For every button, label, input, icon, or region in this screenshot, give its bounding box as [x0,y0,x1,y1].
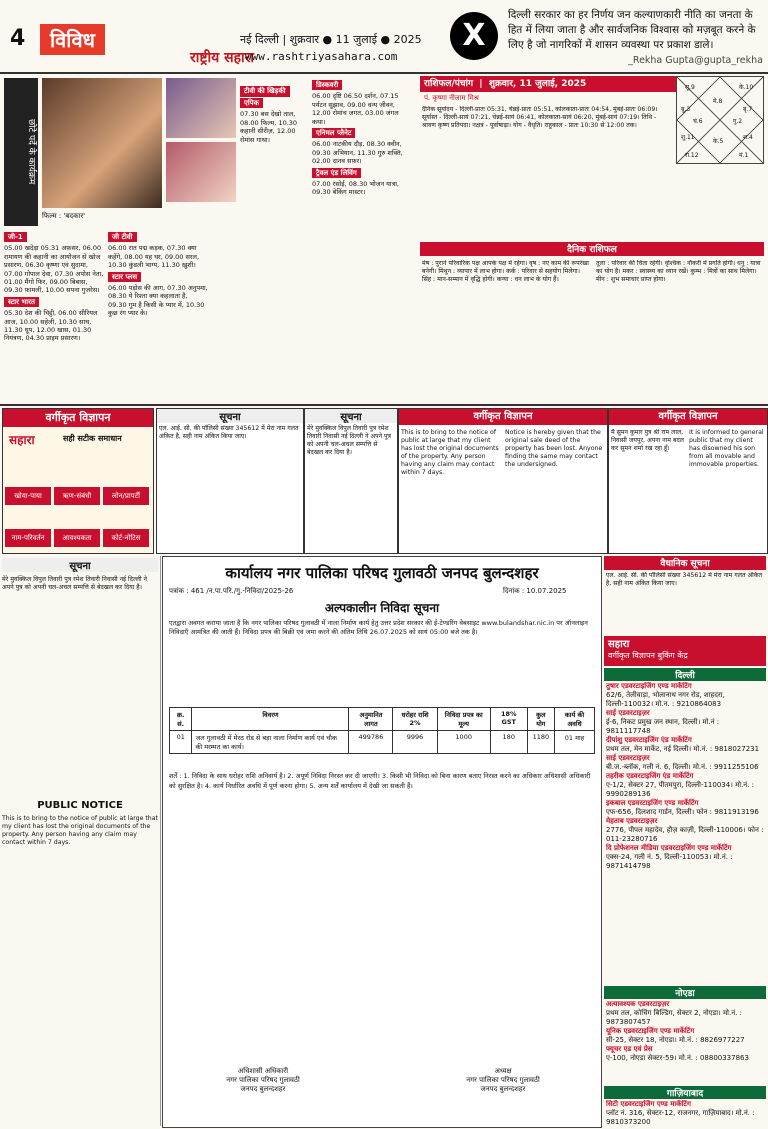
table-header: विवरण [192,708,349,731]
classified-row [0,404,768,556]
rashifal-date: शुक्रवार, 11 जुलाई, 2025 [488,79,587,89]
list-item: साई एडवरटाइज़र बी.ज.-ब्लॉक, गली नं. 6, दिल्ली। मो.नं. : 9911255106 [606,754,759,771]
channel-name: एपिक [240,98,263,108]
channel-name: जी-1 [4,232,27,242]
list-item: सिटी एडवरटाइजिंग एण्ड मार्केटिंग प्लॉट नं. 316, सेक्टर-12, राजनगर, गाज़ियाबाद। मो.नं. : 9810373200 [606,1100,755,1124]
list-item: तुषार एडवरटाइजिंग एण्ड मार्केटिंग 62/6, तेलीवाड़ा, भोलानाथ नगर रोड, शाहदरा, दिल्ली-110032। मो.न. : 9210864083 [606,682,725,708]
film-photo [42,78,162,208]
tender-office: कार्यालय नगर पालिका परिषद गुलावठी जनपद बुलन्दशहर [225,564,539,582]
notice-text: This is to bring to the notice of public at large that my client has lost the original documents of the property. Any person having any claim may contact within 7 days. [401,429,499,476]
channel-name: स्टार भारत [4,297,39,307]
kundli-cell: रा.12 [685,152,699,159]
kundli-cell: शु.11 [681,134,695,141]
tender-terms: शर्तें : 1. निविदा के साथ धरोहर राशि अनिवार्य है। 2. अपूर्ण निविदा निरस्त कर दी जाएगी। 3. किसी भी निविदा को बिना कारण बताए निरस्त करने का अधिकार अधिशासी अधिकारी को सुरक्षित है। 4. कार्य निर्धारित अवधि में पूर्ण करना होगा। 5. अन्य शर्तें कार्यालय में देखी जा सकती हैं। [169,772,591,790]
vaidhanik-text: एल. आई. सी. की पॉलिसी संख्या 345612 में मेरा नाम गलत अंकित है, सही नाम अंकित किया जाए। [606,572,763,587]
kundli-cell: सू.9 [685,84,695,91]
channel-name: डिस्कवरी [312,80,342,90]
tv-photo-2 [166,142,236,202]
channel-name: एनिमल प्लैनेट [312,128,355,138]
notice-title: सूचना [2,558,158,572]
table-cell: 1000 [437,731,490,754]
table-header-row [170,708,595,731]
kundli-cell: श.4 [743,134,753,141]
channel-schedule: 05.30 देश की चिट्ठी, 06.00 सीरियल आज, 10.00 सहेली, 10.30 साथ, 11.30 धूप, 12.00 खास, 01.30 नियंत्रण, 04.30 प्राइम प्रसारण। [4,309,98,343]
list-item: फ्यूचर एड एवं प्रेस ए-100, नोएडा सेक्टर-59। मो.नं. : 08800337863 [606,1045,749,1062]
table-header: कार्य की अवधि [554,708,594,731]
notice-box-2 [304,408,398,554]
kundli-cell: मे.8 [713,98,723,105]
channel-schedule: 06.00 नाटकीय दौड़, 08.30 क्वीन, 09.30 अभियान, 11.30 गुरु शक्ति, 02.00 दानव सफ़र। [312,140,403,166]
tv-column-1 [4,230,104,398]
paper-logo: राष्ट्रीय सहारा [190,50,255,66]
kundli-chart [676,76,764,164]
notice-text: मेरे मुवक्किल विपुल तिवारी पुत्र रमेश तिवारी निवासी नई दिल्ली ने अपने पुत्र को अपनी चल-अचल सम्पत्ति से बेदखल कर दिया है। [2,576,147,591]
agency-list-delhi [606,682,764,982]
table-cell: 499786 [349,731,393,754]
tender-intro: एतद्वारा अवगत कराया जाता है कि नगर पालिका परिषद गुलावठी में नाला निर्माण कार्य हेतु उत्तर प्रदेश सरकार की ई-टेण्डरिंग वेबसाइट www.bulandshar.nic.in पर ऑनलाइन निविदाएँ आमंत्रित की जाती हैं। निविदा प्रपत्र की बिक्री एवं जमा करने की अंतिम तिथि 26.07.2025 को सायं 05:00 बजे तक है। [169,619,588,636]
table-cell: 01 माह [554,731,594,754]
list-item: अत्यावश्यक एडवरटाइज़र प्रथम तल, कोचिंग बिल्डिंग, सेक्टर 2, नोएडा। मो.नं. : 9873807457 [606,1000,742,1026]
tender-notice [162,556,602,1128]
tender-title: अल्पकालीन निविदा सूचना [324,601,440,615]
table-header: धरोहर राशि 2% [393,708,437,731]
list-item: दीपांशु एडवरटाइजिंग एंड मार्केटिंग प्रथम तल, मेन मार्केट, नई दिल्ली। मो.नं. : 9818027231 [606,736,760,753]
public-notice-title: PUBLIC NOTICE [37,800,123,811]
kundli-cell: के.5 [713,138,724,145]
promo-item: ऋण-संबंधी [54,487,100,505]
rashifal-section [420,74,766,400]
table-cell: जल गुलावठी में मेरठ रोड से बड़ा नाला निर्माण कार्य एवं चौक की मरम्मत का कार्य। [192,731,349,754]
kundli-cell: बृ.7 [743,106,753,113]
table-header: निविदा प्रपत्र का मूल्य [437,708,490,731]
tweet-quote [508,8,763,68]
kundli-cell: बु.3 [681,106,691,113]
table-cell: 9996 [393,731,437,754]
channel-name: स्टार प्लस [108,272,141,282]
booking-title: वर्गीकृत विज्ञापन बुकिंग केंद्र [608,651,688,660]
notice-box-1 [156,408,304,554]
tv-column-2 [108,230,208,398]
tv-side-title: छोटे पर्दे के कार्यक्रम [4,78,38,226]
classified-banner: वर्गीकृत विज्ञापन [3,409,153,427]
channel-schedule: 06.00 दृष्टि 06.50 दर्शन, 07.15 पर्यटन सुझाव, 09.00 वन्य जीवन, 12.00 रोमांच जगत, 03.00 जंगल कथा। [312,92,399,126]
channel-schedule: 05.00 खदेड़ा 05.31 अफ़सर, 06.00 रामायण की कहानी का आयोजन से खोज प्रसारण, 06.30 कृष्णा एवं सुदामा, 07.00 गोपाल देवा, 07.30 अपोस नेता, 01.00 मैंगो फिर, 09.00 बिबास, 09.30 फ़ामली, 10.00 सपना गुजरेस। [4,244,104,295]
notice-box-4 [608,408,768,554]
notice-box-3 [398,408,608,554]
notice-text: This is to bring to the notice of public at large that my client has lost the original documents of the property. Any person having any claim may contact within 7 days. [2,815,158,846]
notice-text: It is informed to general public that my client has disowned his son from all movable and immovable properties. [689,429,764,468]
table-cell: 01 [170,731,192,754]
kundli-cell: गु.2 [733,118,743,125]
table-header: कुल योग [527,708,554,731]
notice-text: एल. आई. सी. की पॉलिसी संख्या 345612 में मेरा नाम गलत अंकित है, सही नाम अंकित किया जाए। [159,425,299,440]
table-header: क्र. सं. [170,708,192,731]
agency-list-ghaziabad [606,1100,764,1124]
booking-section [604,556,766,1126]
tv-column-3 [240,96,310,396]
daily-rashifal-left: मेष : पुराने परिवारिक पक्ष आपके पक्ष में रहेगा। वृष : नए काम की रूपरेखा बनेगी। मिथुन : व्यापार में लाभ होगा। कर्क : परिवार से सहयोग मिलेगा। सिंह : मान-सम्मान में वृद्धि होगी। कन्या : धन लाभ के योग हैं। [422,260,589,283]
channel-schedule: 06.00 पड़ोस की आग, 07.30 अनुपमा, 08.30 ये रिश्ता क्या कहलाता है, 09.30 गुम है किसी के प्यार में, 10.30 कुछ रंग प्यार के। [108,284,208,318]
website[interactable]: www.rashtriyasahara.com [245,50,398,63]
table-row [170,731,595,754]
classified-banner: वर्गीकृत विज्ञापन [399,409,607,425]
tender-table-wrap [169,707,595,754]
kundli-cell: चं.6 [693,118,703,125]
tv-photo-1 [166,78,236,138]
tender-table [169,707,595,754]
notice-text: मेरे मुवक्किल विपुल तिवारी पुत्र रमेश तिवारी निवासी नई दिल्ली ने अपने पुत्र को अपनी चल-अचल सम्पत्ति से बेदखल कर दिया है। [307,425,391,456]
left-notices-column [0,556,161,1126]
notice-title: सूचना [157,409,303,423]
region-noida: नोएडा [604,986,766,999]
tender-ref: पत्रांक : 461 /न.पा.परि./गु.-निविदा/2025-26 [169,587,294,595]
notice-text: Notice is hereby given that the original sale deed of the property has been lost. Anyone finding the same may contact the undersigned. [505,429,603,468]
tender-date: दिनांक : 10.07.2025 [503,587,567,595]
promo-tagline: सही सटीक समाधान [63,434,122,443]
rashifal-title: राशिफल/पंचांग | शुक्रवार, 11 जुलाई, 2025 [420,76,676,92]
tender-sign-left: अधिशासी अधिकारी नगर पालिका परिषद गुलावठी जनपद बुलन्दशहर [226,1067,300,1093]
list-item: मेहताब एडवरटाइज़र 2776, पीपल महादेव, हौज़ काज़ी, दिल्ली-110006। फोन : 011-23280716 [606,817,764,843]
channel-name: जी टीवी [108,232,137,242]
dateline: नई दिल्ली | शुक्रवार ● 11 जुलाई ● 2025 [240,33,422,46]
list-item: दि प्रोफेशनल मीडिया एडवरटाइजिंग एण्ड मार्केटिंग एक्स-24, गली नं. 5, दिल्ली-110053। मो.नं. : 9871414798 [606,844,733,870]
panchang-text: दैनिक सूर्योदय - दिल्ली-प्रातः 05:31, चेन्नई-प्रातः 05:51, कोलकाता-प्रातः 04:54, मुंबई-प्रातः 06:09। सूर्यास्त - दिल्ली-सायं 07:21, चेन्नई-सायं 06:41, कोलकाता-सायं 06:20, मुंबई-सायं 07:19। तिथि - श्रावण कृष्ण प्रतिपदा। नक्षत्र - पूर्वाषाढ़ा। योग - वैधृति। राहुकाल - प्रातः 10:30 से 12:00 तक। [422,106,658,129]
channel-schedule: 07.30 बस देखो ताल, 08.00 फिल्म, 10.30 कहानी सीरीज़, 12.00 रोमांस गाथा। [240,110,298,144]
notice-title: सूचना [305,409,397,423]
promo-item: लोन/प्रापर्टी [103,487,149,505]
page-header [0,0,768,74]
kundli-cell: मं.1 [739,152,749,159]
film-caption: फिल्म : 'बदकार' [42,212,86,220]
pandit-name: पं. कृष्णा नीलाम मिश्र [424,94,479,102]
tv-label: टीवी की खिड़की [240,78,304,92]
tweet-handle: _Rekha Gupta@gupta_rekha [628,55,763,66]
channel-name: ट्रैवल एंड लिविंग [312,168,361,178]
promo-item: कोर्ट-नोटिस [103,529,149,547]
agency-list-noida [606,1000,764,1084]
table-header: अनुमानित लागत [349,708,393,731]
tv-column-4 [312,78,412,398]
region-ghaziabad: गाज़ियाबाद [604,1086,766,1099]
list-item: इकबाल एडवरटाइजिंग एण्ड मार्केटिंग एफ-656, दिलशाद गार्डन, दिल्ली। फोन : 9811913196 [606,799,759,816]
table-cell: 180 [490,731,527,754]
page-number: 4 [10,26,26,51]
section-title: विविध [40,24,105,55]
booking-header [604,636,766,666]
list-item: साई एडवरटाइज़र ई-6, निकट प्रमुख जन स्थान, दिल्ली। मो.नं : 9811117748 [606,709,720,735]
tender-sign-right: अध्यक्ष नगर पालिका परिषद गुलावठी जनपद बुलन्दशहर [466,1067,540,1093]
booking-brand: सहारा [608,639,630,650]
tv-section [0,74,415,400]
daily-rashifal-right: तुला : परिवार की चिंता रहेगी। वृश्चिक : नौकरी में प्रगति होगी। धनु : यात्रा का योग है। मकर : स्वास्थ्य का ध्यान रखें। कुम्भ : मित्रों का साथ मिलेगा। मीन : शुभ समाचार प्राप्त होगा। [596,260,761,283]
table-header: 18% GST [490,708,527,731]
notice-text: मैं सुमन कुमार पुत्र श्री राम लाल, निवासी जयपुर, अपना नाम बदल कर सुमन शर्मा रख रहा हूँ। [611,429,684,452]
promo-item: नाम-परिवर्तन [5,529,51,547]
region-delhi: दिल्ली [604,668,766,681]
classified-banner: वर्गीकृत विज्ञापन [609,409,767,425]
kundli-cell: के.10 [739,84,754,91]
list-item: यूनिक एडवरटाइजिंग एण्ड मार्केटिंग सी-25, सेक्टर 18, नोएडा। मो.नं. : 8826977227 [606,1027,745,1044]
promo-item: आवश्यकता [54,529,100,547]
vaidhanik-title: वैधानिक सूचना [604,556,766,570]
promo-brand: सहारा [9,433,35,447]
channel-schedule: 07.00 रसोई, 08.30 भोजन यात्रा, 09.30 बेकिंग मास्टर। [312,180,399,197]
classified-promo [2,408,154,554]
tweet-text: दिल्ली सरकार का हर निर्णय जन कल्याणकारी नीति का जनता के हित में लिया जाता है और सार्वजनिक विश्वास को मज़बूत करने के लिए है जो नागरिकों में शासन व्यवस्था पर प्रकाश डाले। [508,9,756,51]
daily-rashifal-title: दैनिक राशिफल [420,242,764,256]
x-icon: X [450,12,498,60]
list-item: तहरीक एडवरटाइजिंग एंड मार्केटिंग ए-1/2, सेक्टर 27, पीतमपुरा, दिल्ली-110034। मो.नं. : 9990289136 [606,772,754,798]
table-cell: 1180 [527,731,554,754]
promo-item: खोया-पाया [5,487,51,505]
channel-schedule: 06.00 रात पद्म कड़क, 07.30 क्या कहेंगे, 08.00 यह घर, 09.00 सरल, 10.30 कुंडली भाग्य, 11.30 ख़ुशी। [108,244,200,270]
